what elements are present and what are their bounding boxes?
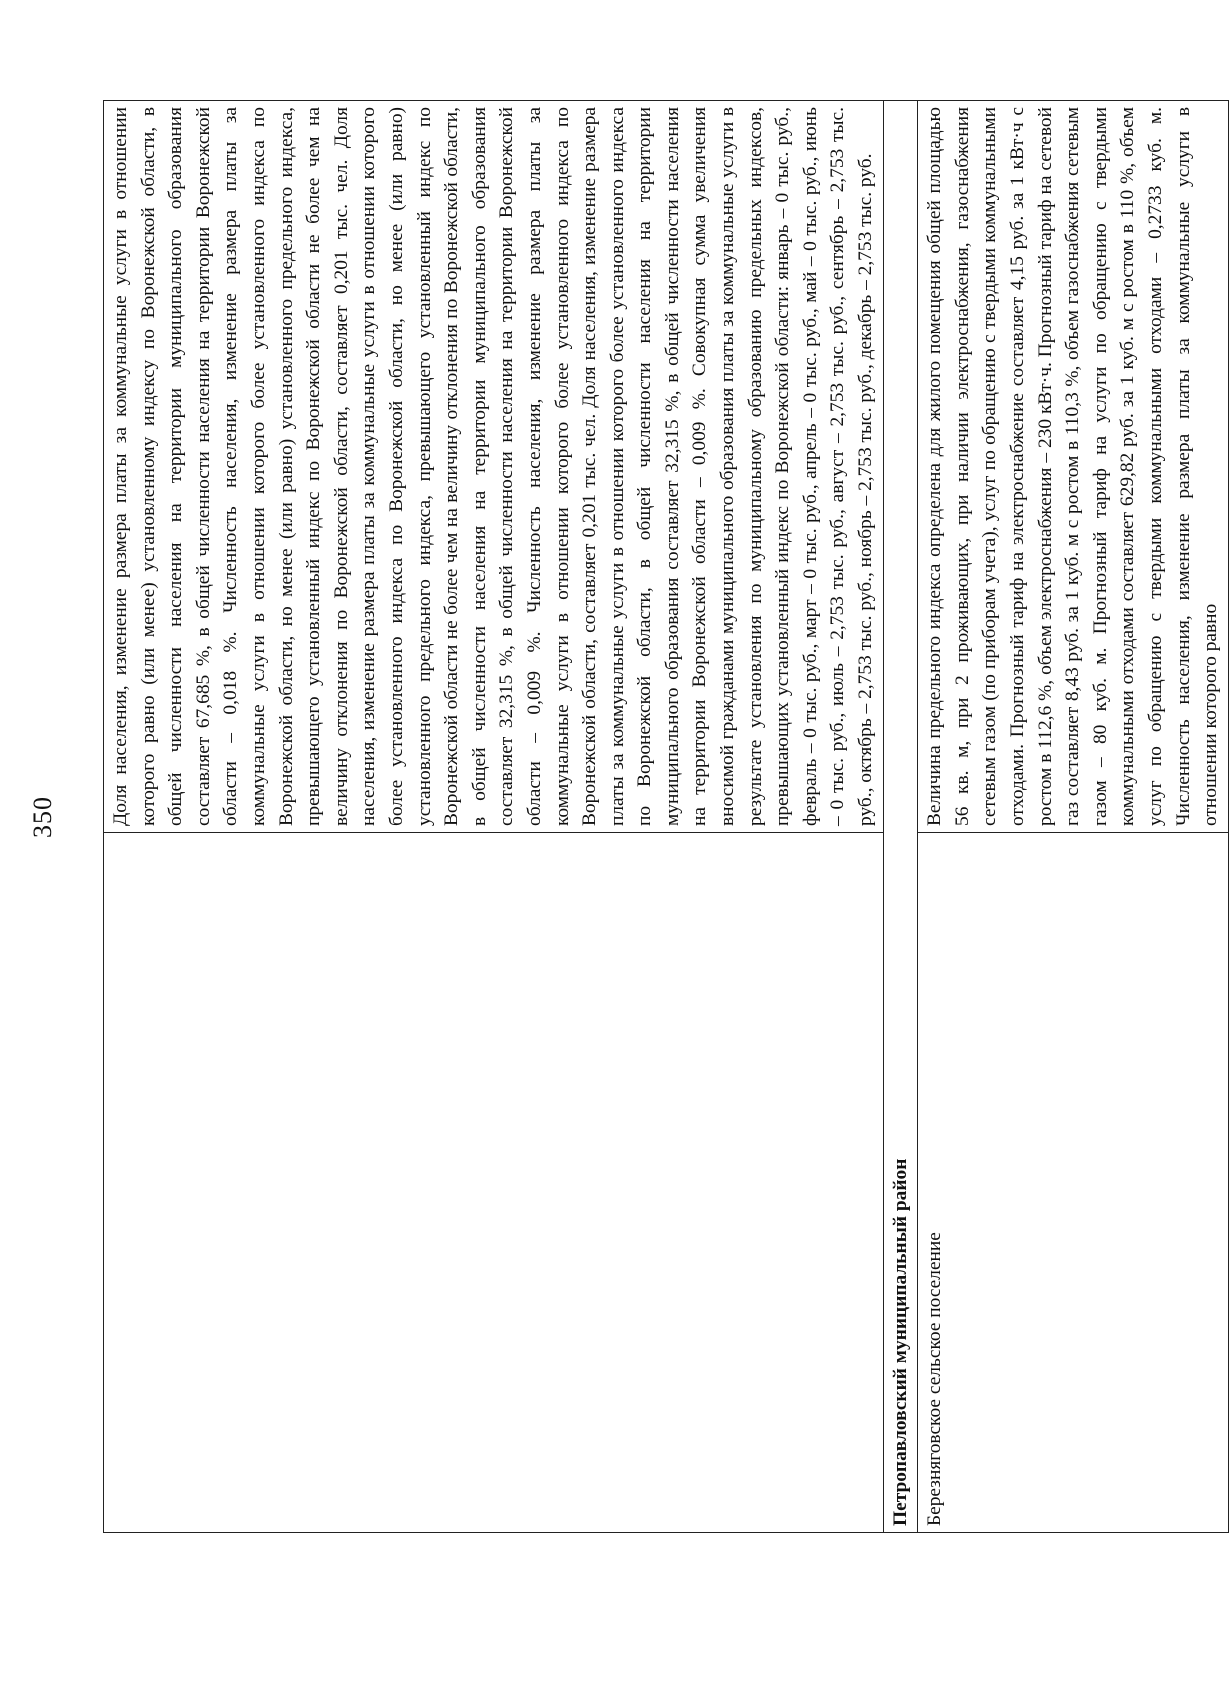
description-cell: Величина предельного индекса определена для жилого помещения общей площадью 56 кв. м, при 2 проживающих, при наличии электроснабжения, газоснабжения сетевым газом (по приборам учета), услуг по обращению с твердыми коммунальными отходами. Прогнозный тариф на электроснабжение составляет 4,15 руб. за 1 кВт·ч с ростом в 112,6 %, объем электроснабжения – 230 кВт·ч. Прогнозный тариф на сетевой газ составляет 8,43 руб. за 1 куб. м с ростом в 110,3 %, объем газоснабжения сетевым газом – 80 куб. м. Прогнозный тариф на услуги по обращению с твердыми коммунальными отходами составляет 629,82 руб. за 1 куб. м с ростом в 110 %, объем услуг по обращению с твердыми коммунальными отходами – 0,2733 куб. м. Численность населения, изменение размера платы за коммунальные услуги в отношении которого равно <box>918 101 1229 833</box>
page-number: 350 <box>28 796 57 838</box>
table-row <box>918 101 1229 1533</box>
description-cell: Доля населения, изменение размера платы за коммунальные услуги в отношении которого равно (или менее) установленному индексу по Воронежской области, в общей численности населения на территории муниципального образования составляет 67,685 %, в общей численности населения на территории Воронежской области – 0,018 %. Численность населения, изменение размера платы за коммунальные услуги в отношении которого более установленного индекса по Воронежской области, но менее (или равно) установленного предельного индекса, превышающего установленный индекс по Воронежской области не более чем на величину отклонения по Воронежской области, составляет 0,201 тыс. чел. Доля населения, изменение размера платы за коммунальные услуги в отношении которого более установленного индекса по Воронежской области, но менее (или равно) установленного предельного индекса, превышающего установленный индекс по Воронежской области не более чем на величину отклонения по Воронежской области, в общей численности населения на территории муниципального образования составляет 32,315 %, в общей численности населения на территории Воронежской области – 0,009 %. Численность населения, изменение размера платы за коммунальные услуги в отношении которого более установленного индекса по Воронежской области, составляет 0,201 тыс. чел. Доля населения, изменение размера платы за коммунальные услуги в отношении которого более установленного индекса по Воронежской области, в общей численности населения на территории муниципального образования составляет 32,315 %, в общей численности населения на территории Воронежской области – 0,009 %. Совокупная сумма увеличения вносимой гражданами муниципального образования платы за коммунальные услуги в результате установления по муниципальному образованию предельных индексов, превышающих установленный индекс по Воронежской области: январь – 0 тыс. руб., февраль – 0 тыс. руб., март – 0 тыс. руб., апрель – 0 тыс. руб., май – 0 тыс. руб., июнь – 0 тыс. руб., июль – 2,753 тыс. руб., август – 2,753 тыс. руб., сентябрь – 2,753 тыс. руб., октябрь – 2,753 тыс. руб., ноябрь – 2,753 тыс. руб., декабрь – 2,753 тыс. руб. <box>104 101 884 833</box>
settlement-name-cell: Березняговское сельское поселение <box>918 833 1229 1533</box>
table-row <box>883 101 918 1533</box>
district-header: Петропавловский муниципальный район <box>883 101 918 1533</box>
table-row <box>104 101 884 1533</box>
rotated-page <box>28 101 1222 1533</box>
document-table <box>103 100 1229 1533</box>
settlement-name-cell <box>104 833 884 1533</box>
